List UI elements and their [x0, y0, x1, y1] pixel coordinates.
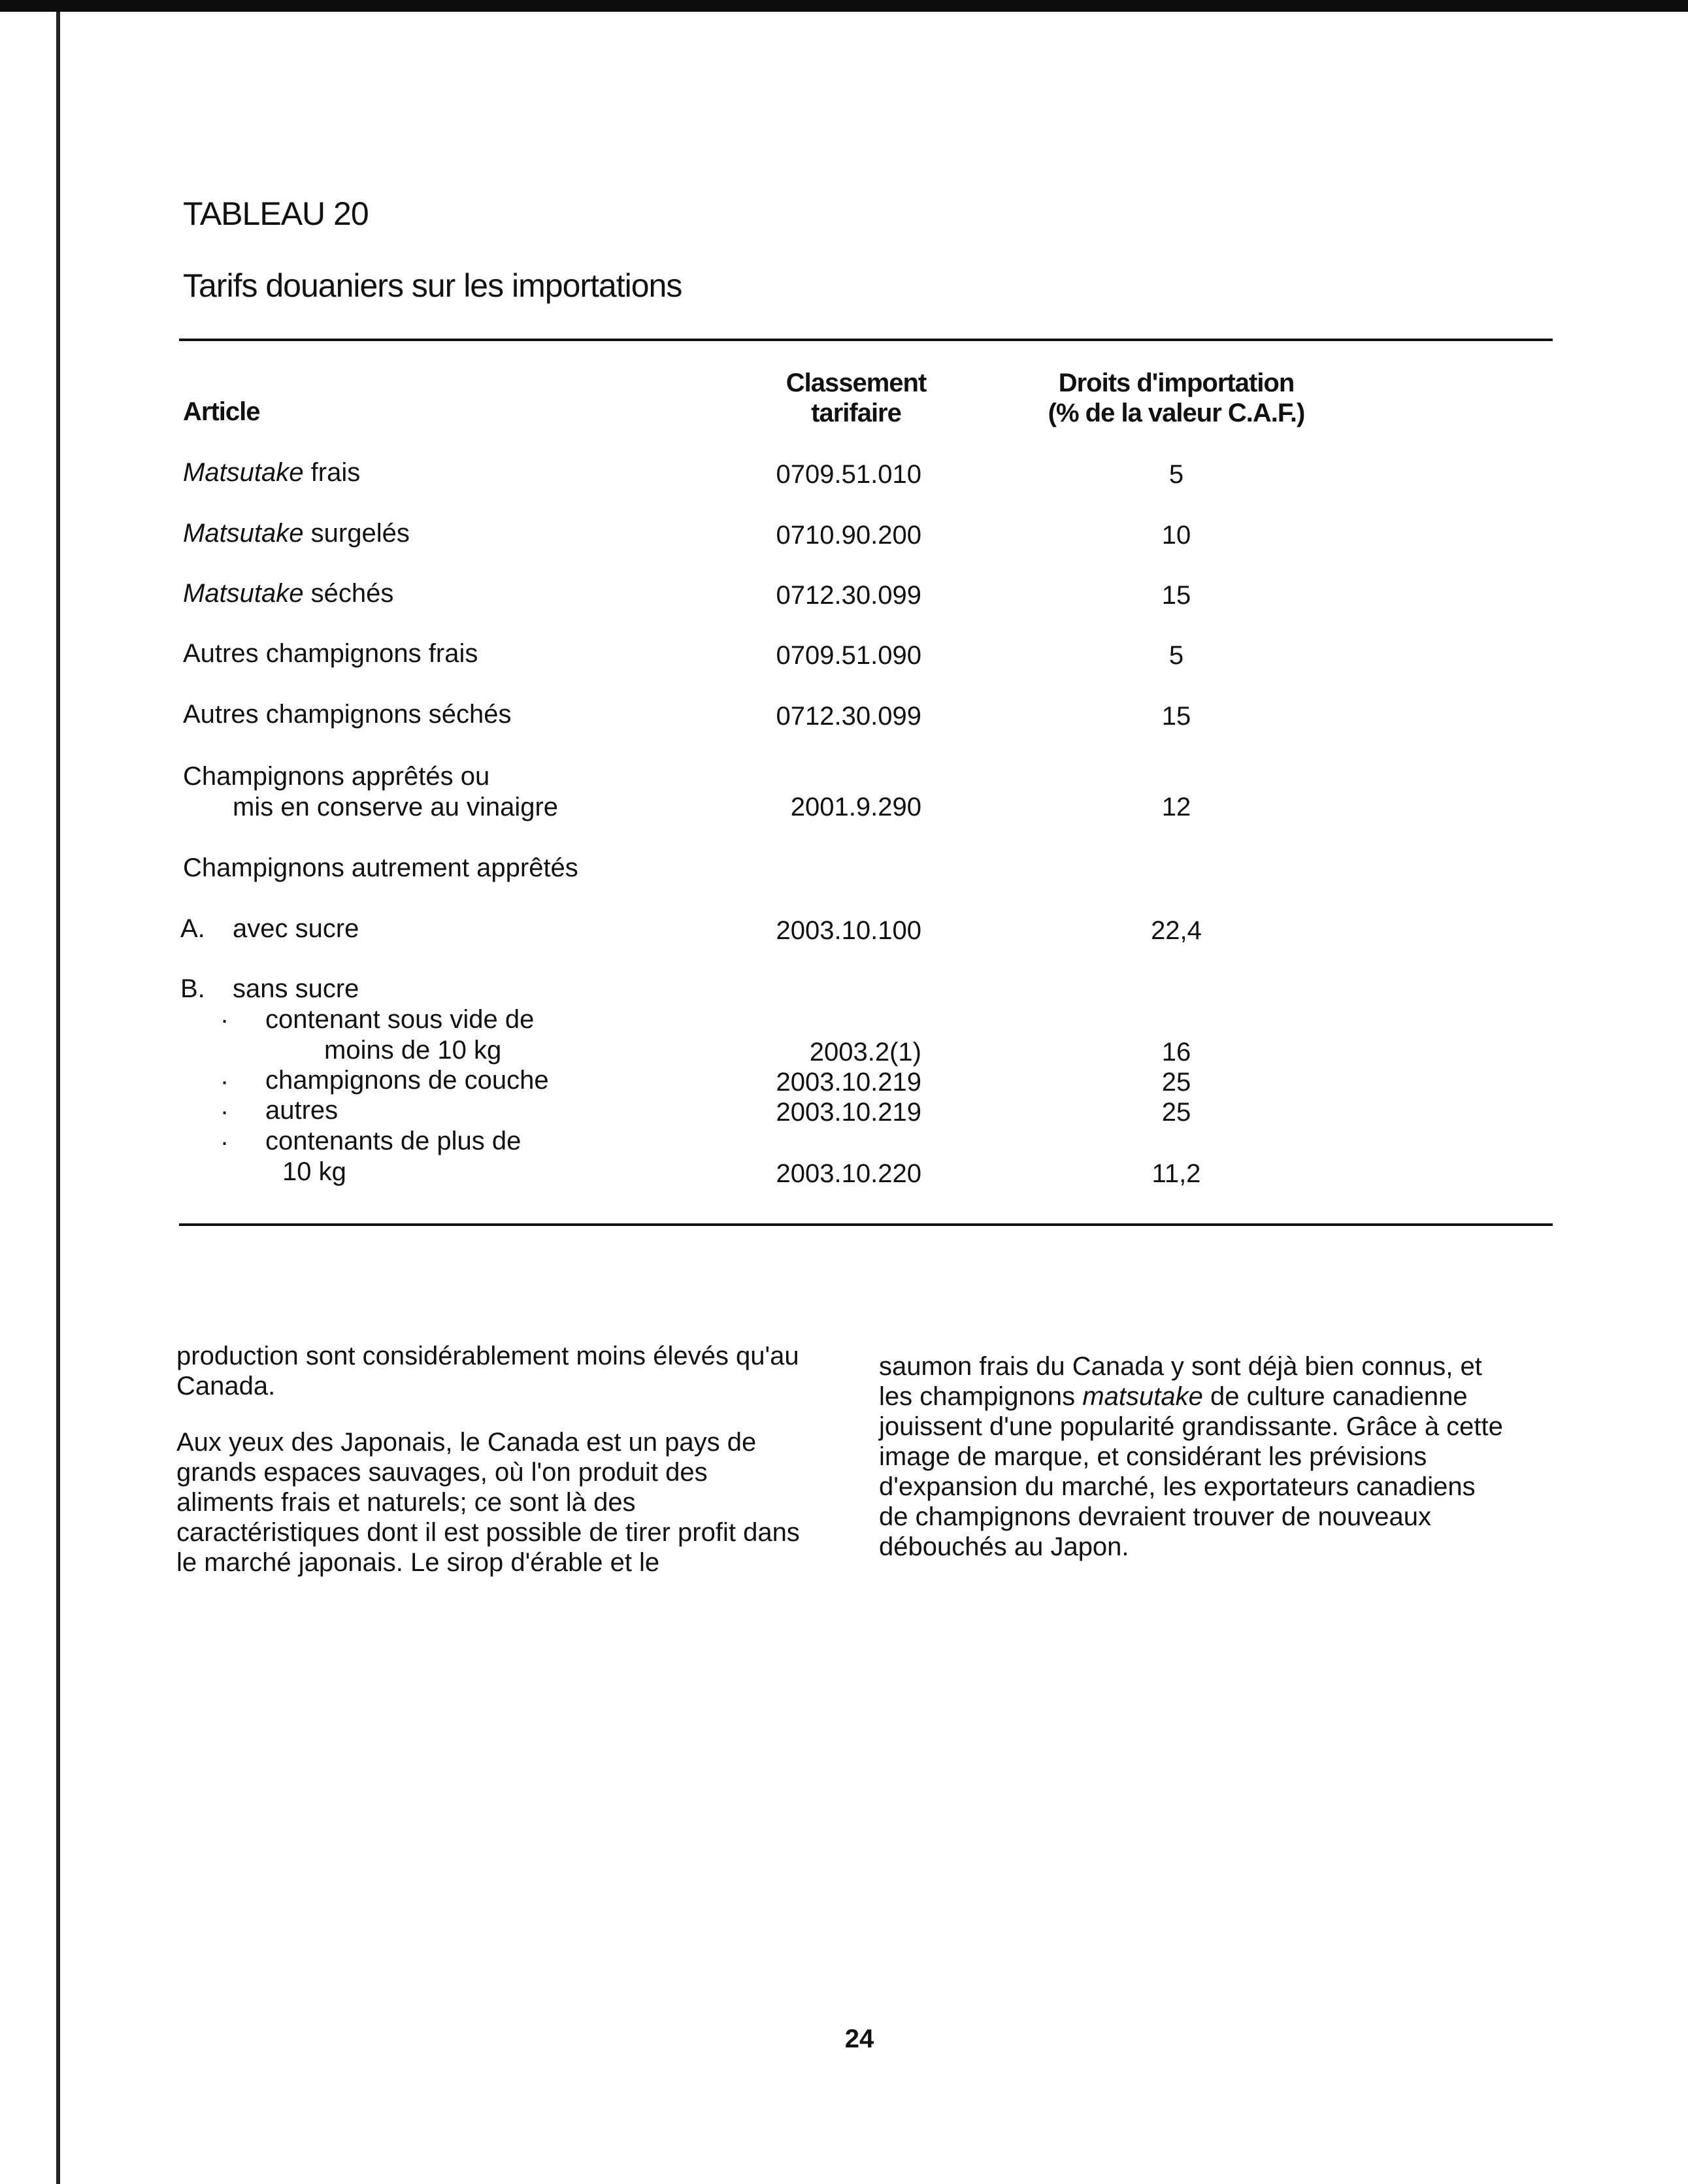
header-classement: [758, 368, 954, 428]
body-paragraph: production sont considérablement moins élevés qu'au Canada.: [176, 1342, 799, 1400]
row-label-text: séchés: [310, 579, 394, 608]
body-text-italic: matsutake: [1082, 1382, 1203, 1411]
table-row-label: champignons de couche: [265, 1066, 549, 1095]
table-row-label: avec sucre: [233, 914, 359, 943]
table-row-code: 2003.10.219: [776, 1098, 921, 1127]
body-left-column: [176, 1341, 804, 1604]
table-row-label: sans sucre: [233, 974, 359, 1003]
table-row-label-cont: mis en conserve au vinaigre: [233, 793, 559, 821]
table-title: Tarifs douaniers sur les importations: [183, 267, 682, 304]
table-row-code: 0710.90.200: [776, 521, 921, 550]
table-row-duty: 16: [1161, 1038, 1191, 1067]
table-row-label: Autres champignons séchés: [183, 700, 512, 729]
row-label-italic: Matsutake: [183, 519, 304, 548]
table-row-label: contenants de plus de: [265, 1127, 521, 1155]
table-row-label-cont: moins de 10 kg: [324, 1036, 502, 1065]
page-number: 24: [844, 2025, 874, 2053]
table-row-label: [183, 518, 410, 549]
table-row-code: 0709.51.090: [776, 641, 921, 670]
header-classement-line1: Classement: [786, 369, 927, 397]
row-label-italic: Matsutake: [183, 579, 304, 608]
table-row-duty: 15: [1161, 702, 1191, 731]
table-row-duty: 22,4: [1151, 916, 1202, 945]
table-row-bullet: .: [221, 1091, 229, 1120]
table-row-code: 0712.30.099: [776, 702, 921, 731]
table-row-duty: 5: [1168, 460, 1184, 489]
body-paragraph: Aux yeux des Japonais, le Canada est un pays de grands espaces sauvages, où l'on produit des aliments frais et naturels; ce sont là des caractéristiques dont il est possible de tirer profit dans le marché japonais. Le sirop d'érable et le: [176, 1428, 800, 1577]
table-row-code: 2003.10.100: [776, 916, 921, 945]
row-label-text: frais: [310, 458, 361, 487]
body-text: de culture canadienne jouissent d'une popularité grandissante. Grâce à cette image de marque, et considérant les prévisions d'expansion du marché, les exportateurs canadiens de champignons devraient trouver de nouveaux débouchés au Japon.: [879, 1382, 1503, 1561]
scan-left-margin-line: [56, 12, 60, 2184]
table-row-code: 2003.2(1): [809, 1038, 921, 1067]
table-row-duty: 12: [1161, 793, 1191, 821]
table-top-rule: [179, 339, 1553, 341]
header-droits-line1: Droits d'importation: [1058, 369, 1295, 397]
table-row-label: contenant sous vide de: [265, 1005, 535, 1034]
header-droits: [1006, 368, 1346, 428]
table-row-duty: 25: [1161, 1068, 1191, 1097]
row-label-text: surgelés: [310, 519, 410, 548]
table-row-duty: 10: [1161, 521, 1191, 550]
table-bottom-rule: [179, 1223, 1553, 1226]
table-row-code: 0709.51.010: [776, 460, 921, 489]
table-row-duty: 5: [1168, 641, 1184, 670]
table-row-letter: B.: [180, 974, 205, 1003]
header-classement-line2: tarifaire: [811, 399, 901, 427]
body-right-column: [879, 1351, 1506, 1588]
table-row-label: Autres champignons frais: [183, 639, 478, 668]
table-row-duty: 11,2: [1151, 1159, 1201, 1188]
table-row-bullet: .: [221, 1000, 229, 1029]
table-row-label: Champignons apprêtés ou: [183, 762, 490, 791]
table-row-duty: 15: [1161, 581, 1191, 610]
table-row-label: autres: [265, 1096, 339, 1125]
table-row-code: 0712.30.099: [776, 581, 921, 610]
body-text: saumon frais du Canada y sont déjà bien connus, et les champignons: [879, 1352, 1482, 1411]
table-row-label: [183, 457, 360, 488]
table-row-label: [183, 578, 393, 609]
table-row-label-cont: 10 kg: [282, 1157, 346, 1186]
table-row-duty: 25: [1161, 1098, 1191, 1127]
scan-top-edge: [0, 0, 1688, 12]
table-number: TABLEAU 20: [183, 195, 369, 232]
body-paragraph: [879, 1351, 1506, 1562]
table-row-code: 2003.10.219: [776, 1068, 921, 1097]
table-row-bullet: .: [221, 1122, 229, 1151]
table-row-code: 2001.9.290: [790, 793, 921, 821]
table-row-letter: A.: [180, 914, 205, 943]
row-label-italic: Matsutake: [183, 458, 304, 487]
header-article: Article: [183, 397, 260, 426]
table-row-code: 2003.10.220: [776, 1159, 921, 1188]
table-row-bullet: .: [221, 1061, 229, 1090]
table-section-heading: Champignons autrement apprêtés: [183, 853, 578, 882]
header-droits-line2: (% de la valeur C.A.F.): [1048, 399, 1305, 427]
